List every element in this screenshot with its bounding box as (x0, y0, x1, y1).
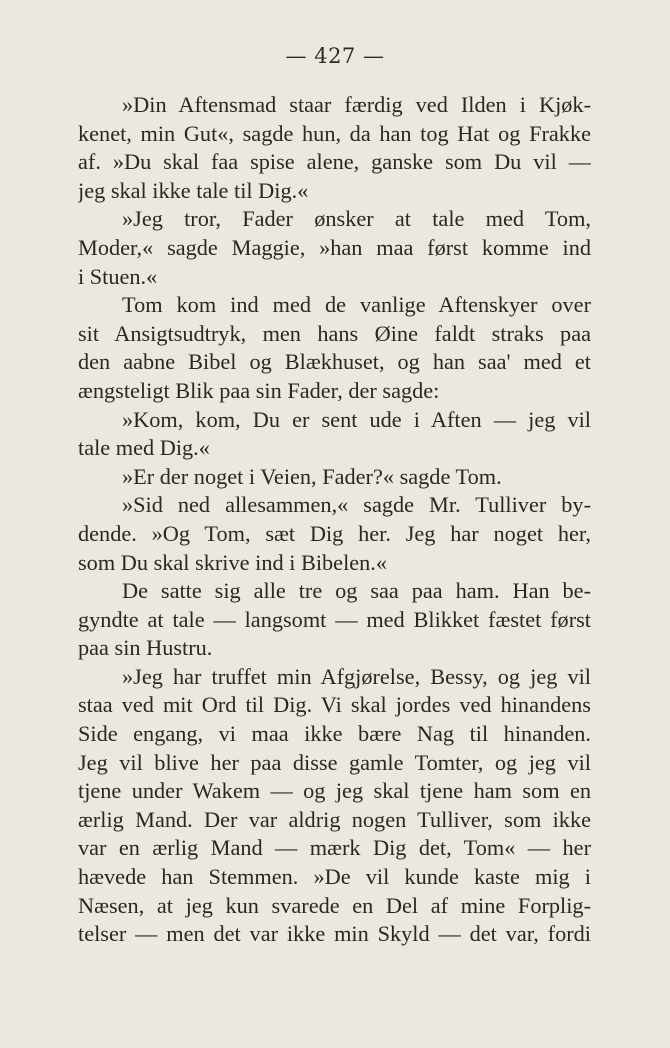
text-line: hævede han Stemmen. »De vil kunde kaste mig i (78, 864, 591, 890)
text-line: Moder,« sagde Maggie, »han maa først komme ind (78, 234, 591, 260)
text-line: »Jeg tror, Fader ønsker at tale med Tom, (122, 206, 591, 232)
text-line: den aabne Bibel og Blækhuset, og han saa' med et (78, 349, 591, 375)
text-line: jeg skal ikke tale til Dig.« (78, 177, 309, 203)
text-line: paa sin Hustru. (78, 635, 213, 661)
text-line: telser — men det var ikke min Skyld — det var, fordi (78, 921, 591, 947)
text-line: Jeg vil blive her paa disse gamle Tomter, og jeg vil (78, 749, 591, 775)
text-line: »Sid ned allesammen,« sagde Mr. Tulliver by- (122, 492, 591, 518)
body-text (78, 91, 591, 949)
text-line: i Stuen.« (78, 263, 158, 289)
text-line: staa ved mit Ord til Dig. Vi skal jordes ved hinandens (78, 692, 591, 718)
text-line: De satte sig alle tre og saa paa ham. Han be- (122, 578, 591, 604)
text-line: »Jeg har truffet min Afgjørelse, Bessy, og jeg vil (122, 663, 591, 689)
text-line: var en ærlig Mand — mærk Dig det, Tom« — her (78, 835, 591, 861)
text-line: »Din Aftensmad staar færdig ved Ilden i Kjøk- (122, 92, 591, 117)
text-line: »Er der noget i Veien, Fader?« sagde Tom. (122, 463, 502, 489)
page-number: — 427 — (285, 44, 385, 68)
text-line: Næsen, at jeg kun svarede en Del af mine Forplig- (78, 892, 591, 918)
text-line: tale med Dig.« (78, 435, 210, 461)
text-line: ærlig Mand. Der var aldrig nogen Tulliver, som ikke (78, 806, 591, 832)
text-line: ængsteligt Blik paa sin Fader, der sagde: (78, 377, 440, 403)
text-line: dende. »Og Tom, sæt Dig her. Jeg har noget her, (78, 520, 591, 546)
text-line: »Kom, kom, Du er sent ude i Aften — jeg vil (122, 406, 591, 432)
text-line: Tom kom ind med de vanlige Aftenskyer over (122, 292, 591, 318)
text-line: sit Ansigtsudtryk, men hans Øine faldt straks paa (78, 320, 591, 346)
text-line: af. »Du skal faa spise alene, ganske som Du vil — (78, 149, 591, 175)
text-line: kenet, min Gut«, sagde hun, da han tog Hat og Frakke (78, 120, 591, 146)
text-line: gyndte at tale — langsomt — med Blikket fæstet først (78, 606, 591, 632)
text-line: tjene under Wakem — og jeg skal tjene ham som en (78, 778, 591, 804)
text-line: som Du skal skrive ind i Bibelen.« (78, 549, 388, 575)
text-line: Side engang, vi maa ikke bære Nag til hinanden. (78, 721, 591, 747)
